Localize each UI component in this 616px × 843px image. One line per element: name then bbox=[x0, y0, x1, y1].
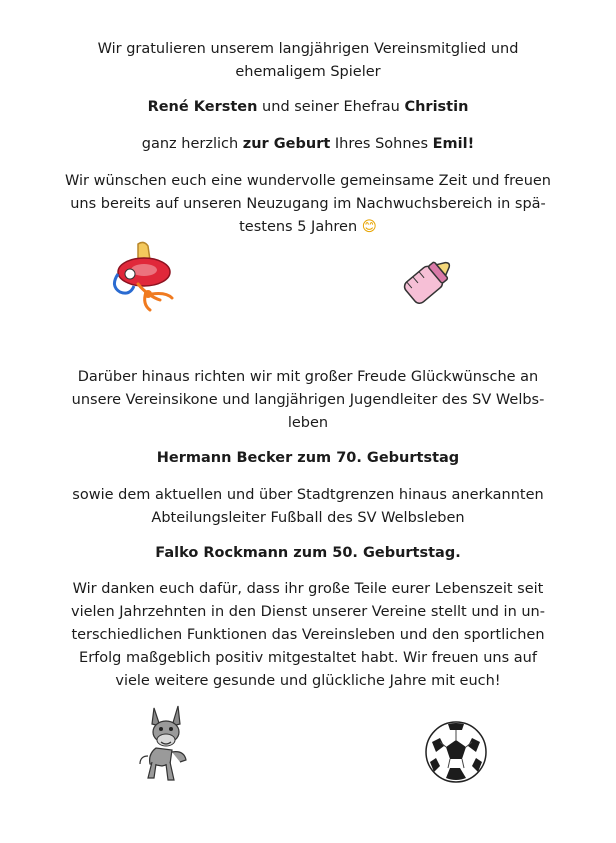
birth-pre: ganz herzlich bbox=[141, 136, 243, 152]
birth-mid: Ihres Sohnes bbox=[330, 136, 433, 152]
honor-line-2: unsere Vereinsikone und langjährigen Jugendleiter des SV Welbs- bbox=[71, 392, 545, 408]
couple-line bbox=[20, 96, 596, 119]
thanks-line-2: vielen Jahrzehnten in den Dienst unserer Vereine stellt und in un- bbox=[71, 604, 545, 620]
wishes-paragraph bbox=[20, 170, 596, 239]
donkey-icon bbox=[134, 704, 194, 784]
department-line-2: Abteilungsleiter Fußball des SV Welbsleben bbox=[151, 510, 465, 526]
birthday-50-text: Falko Rockmann zum 50. Geburtstag. bbox=[155, 545, 461, 561]
department-paragraph bbox=[20, 484, 596, 530]
department-line-1: sowie dem aktuellen und über Stadtgrenzen hinaus anerkannten bbox=[72, 487, 544, 503]
wishes-line-3: testens 5 Jahren bbox=[239, 219, 358, 235]
father-name: René Kersten bbox=[147, 99, 258, 115]
soccer-ball-icon bbox=[424, 720, 488, 784]
son-name: Emil! bbox=[432, 136, 475, 152]
honor-line-1: Darüber hinaus richten wir mit großer Freude Glückwünsche an bbox=[77, 369, 539, 385]
pacifier-icon bbox=[108, 238, 178, 316]
couple-connector: und seiner Ehefrau bbox=[257, 99, 405, 115]
intro-paragraph bbox=[20, 38, 596, 84]
thanks-line-4: Erfolg maßgeblich positiv mitgestaltet habt. Wir freuen uns auf bbox=[79, 650, 537, 666]
thanks-paragraph bbox=[20, 578, 596, 693]
birthday-70-line bbox=[20, 447, 596, 470]
honor-line-3: leben bbox=[287, 415, 329, 431]
intro-line-2: ehemaligem Spieler bbox=[235, 64, 381, 80]
thanks-line-3: terschiedlichen Funktionen das Vereinsleben und den sportlichen bbox=[71, 627, 545, 643]
baby-bottle-icon bbox=[384, 254, 464, 320]
birthday-70-text: Hermann Becker zum 70. Geburtstag bbox=[156, 450, 460, 466]
honor-paragraph bbox=[20, 366, 596, 435]
birth-congratulation bbox=[20, 133, 596, 156]
birthday-50-line bbox=[20, 542, 596, 565]
wishes-line-2: uns bereits auf unseren Neuzugang im Nachwuchsbereich in spä- bbox=[70, 196, 546, 212]
wishes-line-1: Wir wünschen euch eine wundervolle gemeinsame Zeit und freuen bbox=[64, 173, 552, 189]
thanks-line-5: viele weitere gesunde und glückliche Jahre mit euch! bbox=[115, 673, 501, 689]
mother-name: Christin bbox=[404, 99, 469, 115]
thanks-line-1: Wir danken euch dafür, dass ihr große Teile eurer Lebenszeit seit bbox=[72, 581, 544, 597]
birth-bold: zur Geburt bbox=[242, 136, 331, 152]
smile-emoji: 😊 bbox=[361, 219, 377, 235]
intro-line-1: Wir gratulieren unserem langjährigen Vereinsmitglied und bbox=[97, 41, 519, 57]
